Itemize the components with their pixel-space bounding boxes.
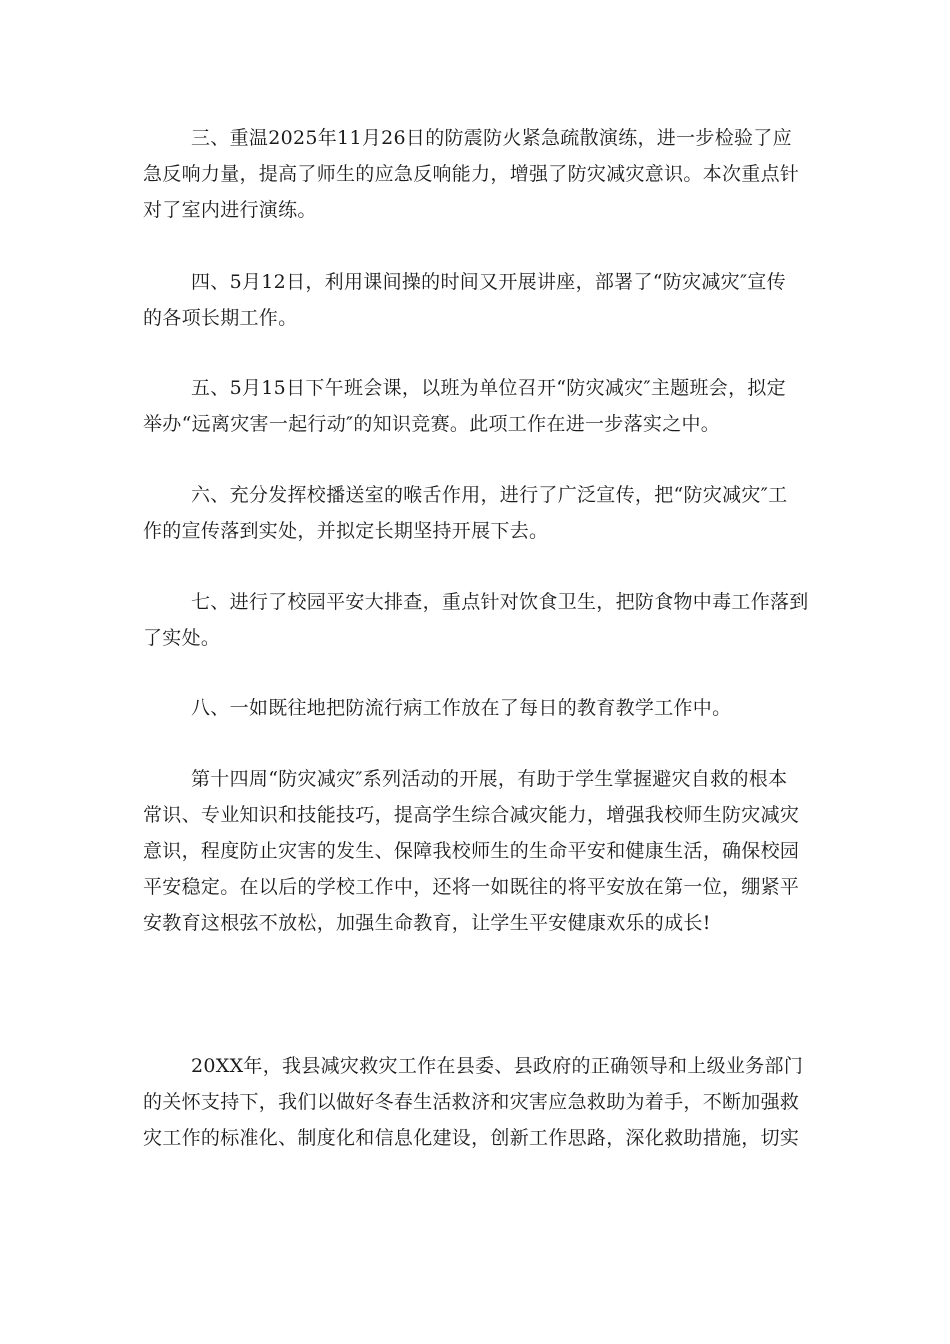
text-line: 平安稳定。在以后的学校工作中，还将一如既往的将平安放在第一位，绷紧平 — [143, 876, 800, 898]
paragraph-county-report — [143, 1048, 809, 1156]
paragraph-item-8 — [143, 690, 809, 726]
text-line: 意识，程度防止灾害的发生、保障我校师生的生命平安和健康生活，确保校园 — [143, 840, 800, 862]
text-line: 的关怀支持下，我们以做好冬春生活救济和灾害应急救助为着手，不断加强救 — [143, 1091, 800, 1113]
paragraph-item-6 — [143, 477, 809, 549]
text-line: 了实处。 — [143, 627, 221, 649]
text-line: 六、充分发挥校播送室的喉舌作用，进行了广泛宣传，把“防灾减灾″工 — [191, 484, 788, 506]
text-line: 七、进行了校园平安大排查，重点针对饮食卫生，把防食物中毒工作落到 — [191, 591, 809, 613]
text-line: 的各项长期工作。 — [143, 307, 298, 329]
text-line: 安教育这根弦不放松，加强生命教育，让学生平安健康欢乐的成长! — [143, 912, 711, 934]
paragraph-item-7 — [143, 584, 809, 656]
paragraph-summary — [143, 761, 809, 941]
text-line: 急反响力量，提高了师生的应急反响能力，增强了防灾减灾意识。本次重点针 — [143, 163, 800, 185]
text-line: 第十四周“防灾减灾″系列活动的开展，有助于学生掌握避灾自救的根本 — [191, 768, 788, 790]
text-line: 举办“远离灾害一起行动″的知识竞赛。此项工作在进一步落实之中。 — [143, 413, 721, 435]
text-line: 三、重温2025年11月26日的防震防火紧急疏散演练，进一步检验了应 — [191, 127, 792, 149]
text-line: 四、5月12日，利用课间操的时间又开展讲座，部署了“防灾减灾″宣传 — [191, 271, 786, 293]
paragraph-item-3 — [143, 120, 809, 228]
paragraph-item-4 — [143, 264, 809, 336]
text-line: 灾工作的标准化、制度化和信息化建设，创新工作思路，深化救助措施，切实 — [143, 1127, 800, 1149]
paragraph-item-5 — [143, 370, 809, 442]
text-line: 五、5月15日下午班会课，以班为单位召开“防灾减灾″主题班会，拟定 — [191, 377, 786, 399]
text-line: 20XX年，我县减灾救灾工作在县委、县政府的正确领导和上级业务部门 — [191, 1055, 804, 1077]
text-line: 作的宣传落到实处，并拟定长期坚持开展下去。 — [143, 520, 549, 542]
text-line: 常识、专业知识和技能技巧，提高学生综合减灾能力，增强我校师生防灾减灾 — [143, 804, 800, 826]
text-line: 八、一如既往地把防流行病工作放在了每日的教育教学工作中。 — [191, 697, 732, 719]
text-line: 对了室内进行演练。 — [143, 199, 317, 221]
